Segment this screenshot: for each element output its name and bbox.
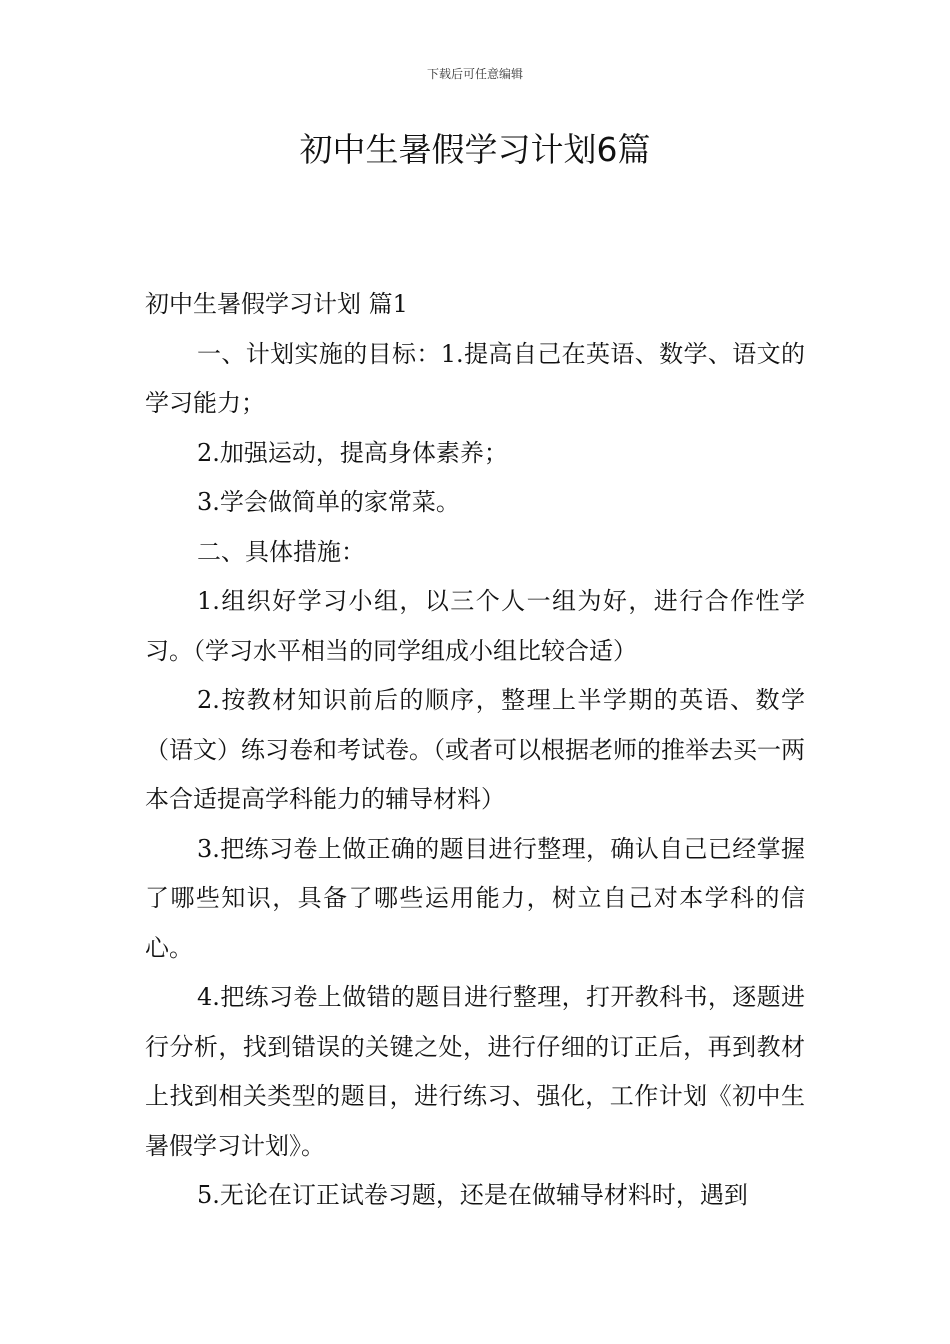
document-body: [145, 280, 805, 1221]
paragraph-goal-3: 3.学会做简单的家常菜。: [197, 488, 460, 516]
paragraph-measure-2: 2.按教材知识前后的顺序，整理上半学期的英语、数学（语文）练习卷和考试卷。（或者可以根据老师的推举去买一两本合适提高学科能力的辅导材料）: [145, 686, 805, 813]
paragraph-goal-2: 2.加强运动，提高身体素养；: [197, 438, 508, 467]
paragraph-measure-5: 5.无论在订正试卷习题，还是在做辅导材料时，遇到: [197, 1181, 748, 1209]
document-title: 初中生暑假学习计划6篇: [299, 130, 651, 169]
paragraph-measure-4: 4.把练习卷上做错的题目进行整理，打开教科书，逐题进行分析，找到错误的关键之处，进行仔细的订正后，再到教材上找到相关类型的题目，进行练习、强化，工作计划《初中生暑假学习计划》。: [145, 983, 805, 1160]
paragraph-measure-3: 3.把练习卷上做正确的题目进行整理，确认自己已经掌握了哪些知识，具备了哪些运用能力，树立自己对本学科的信心。: [145, 834, 805, 962]
paragraph-goals: 一、计划实施的目标：1.提高自己在英语、数学、语文的学习能力；: [145, 339, 805, 417]
paragraph-measure-1: 1.组织好学习小组，以三个人一组为好，进行合作性学习。（学习水平相当的同学组成小组比较合适）: [145, 587, 805, 665]
header-note: 下载后可任意编辑: [426, 67, 523, 81]
section-heading: 初中生暑假学习计划 篇1: [145, 290, 408, 318]
paragraph-measures-heading: 二、具体措施：: [197, 537, 365, 566]
